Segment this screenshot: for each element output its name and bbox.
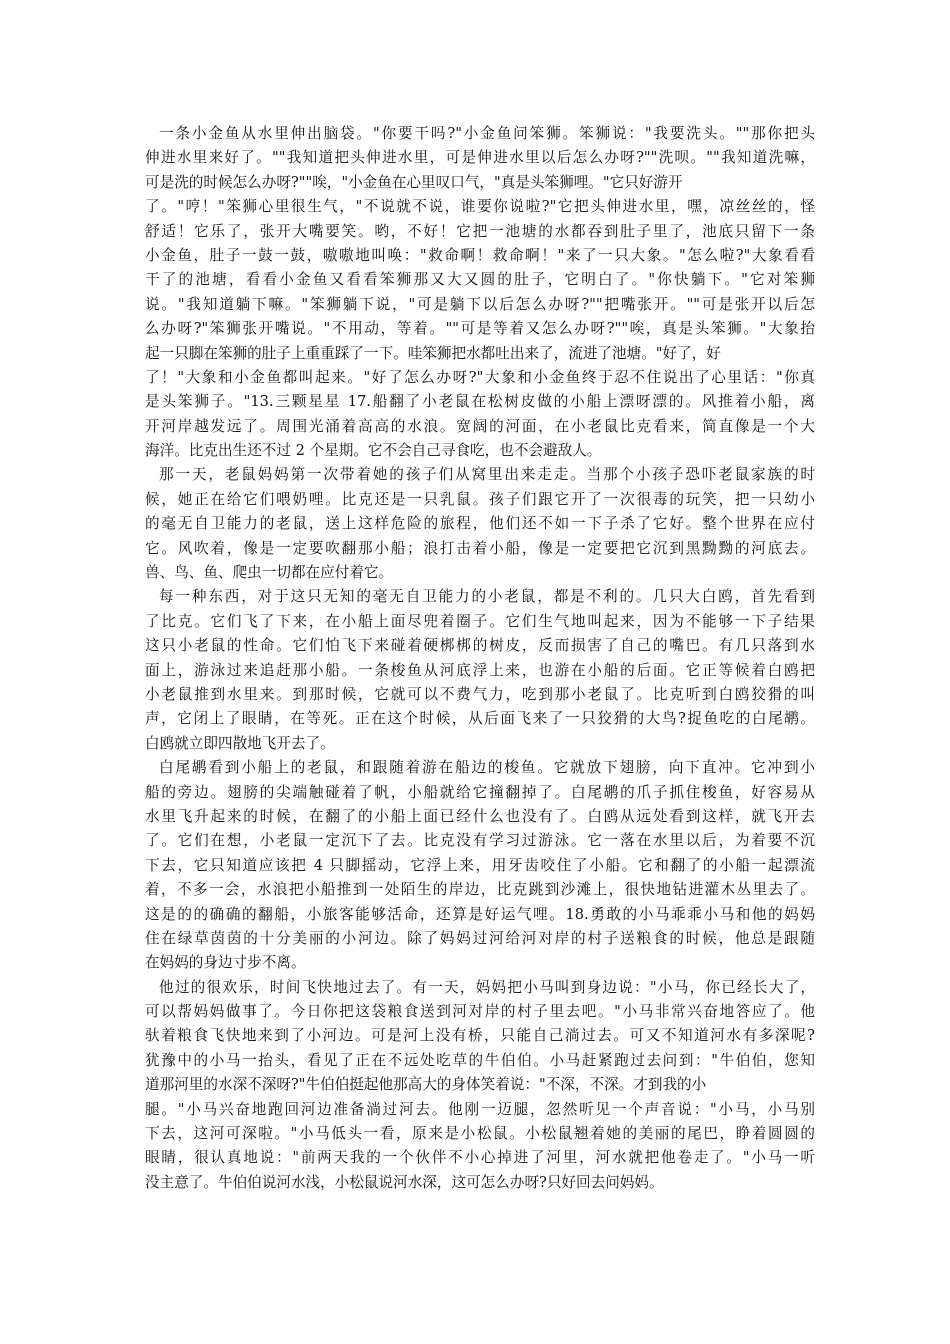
text-line: 候，她正在给它们喂奶哩。比克还是一只乳鼠。孩子们跟它开了一次很毒的玩笑，把一只幼小 — [145, 490, 815, 508]
text-line: 白鸥就立即四散地飞开去了。 — [145, 734, 335, 752]
text-line: 没主意了。牛伯伯说河水浅，小松鼠说河水深，这可怎么办呀?只好回去问妈妈。 — [145, 1173, 664, 1191]
text-line: 了。它们在想，小老鼠一定沉下了去。比克没有学习过游泳。它一落在水里以后，为着要不沉 — [145, 832, 815, 850]
text-line: 了！"大象和小金鱼都叫起来。"好了怎么办呀?"大象和小金鱼终于忍不住说出了心里话："你真 — [145, 368, 815, 386]
text-line: 面上，游泳过来追赶那小船。一条梭鱼从河底浮上来，也游在小船的后面。它正等候着白鸥把 — [145, 661, 815, 679]
text-line: 的毫无自卫能力的老鼠，送上这样危险的旅程，他们还不如一下子杀了它好。整个世界在应付 — [145, 515, 815, 533]
text-line: 是头笨狮子。"13.三颗星星 17.船翻了小老鼠在松树皮做的小船上漂呀漂的。风推着小船，离 — [145, 393, 815, 411]
text-line: 住在绿草茵茵的十分美丽的小河边。除了妈妈过河给河对岸的村子送粮食的时候，他总是跟随 — [145, 929, 815, 947]
text-line: 眼睛，很认真地说："前两天我的一个伙伴不小心掉进了河里，河水就把他卷走了。"小马一听 — [145, 1149, 815, 1167]
text-line: 了比克。它们飞了下来，在小船上面尽兜着圈子。它们生气地叫起来，因为不能够一下子结果 — [145, 612, 815, 630]
text-line: 可以帮妈妈做事了。今日你把这袋粮食送到河对岸的村子里去吧。"小马非常兴奋地答应了。他 — [145, 1003, 815, 1021]
text-line: 海洋。比克出生还不过 2 个星期。它不会自己寻食吃，也不会避敌人。 — [145, 442, 602, 460]
text-line: 了。"哼！"笨狮心里很生气，"不说就不说，谁要你说啦?"它把头伸进水里，嘿，凉丝丝的，怪 — [145, 198, 815, 216]
text-line: 下去，它只知道应该把 4 只脚摇动，它浮上来，用牙齿咬住了小船。它和翻了的小船一起漂流 — [145, 856, 815, 874]
text-line: 每一种东西，对于这只无知的毫无自卫能力的小老鼠，都是不利的。几只大白鸥，首先看到 — [159, 588, 815, 606]
body-text — [145, 122, 815, 1195]
text-line: 白尾鹕看到小船上的老鼠，和跟随着游在船边的梭鱼。它就放下翅膀，向下直冲。它冲到小 — [159, 759, 815, 777]
text-line: 舒适！它乐了，张开大嘴要笑。哟，不好！它把一池塘的水都吞到肚子里了，池底只留下一条 — [145, 222, 815, 240]
text-line: 它。风吹着，像是一定要吹翻那小船；浪打击着小船，像是一定要把它沉到黑黝黝的河底去。 — [145, 539, 815, 557]
text-line: 么办呀?"笨狮张开嘴说。"不用动，等着。""可是等着又怎么办呀?""唉，真是头笨狮。"大象抬 — [145, 320, 815, 338]
text-line: 说。"我知道躺下嘛。"笨狮躺下说，"可是躺下以后怎么办呀?""把嘴张开。""可是张开以后怎 — [145, 295, 815, 313]
text-line: 这是的的确确的翻船，小旅客能够活命，还算是好运气哩。18.勇敢的小马乖乖小马和他的妈妈 — [145, 905, 815, 923]
text-line: 这只小老鼠的性命。它们怕飞下来碰着硬梆梆的树皮，反而损害了自己的嘴巴。有几只落到水 — [145, 637, 815, 655]
text-line: 那一天，老鼠妈妈第一次带着她的孩子们从窝里出来走走。当那个小孩子恐吓老鼠家族的时 — [159, 466, 815, 484]
text-line: 起一只脚在笨狮的肚子上重重踩了一下。哇笨狮把水都吐出来了，流进了池塘。"好了，好 — [145, 344, 721, 362]
text-line: 腿。"小马兴奋地跑回河边准备淌过河去。他刚一迈腿，忽然听见一个声音说："小马，小马别 — [145, 1100, 815, 1118]
text-line: 开河岸越发远了。周围光涌着高高的水浪。宽阔的河面，在小老鼠比克看来，简直像是一个大 — [145, 417, 815, 435]
text-line: 声，它闭上了眼睛，在等死。正在这个时候，从后面飞来了一只狡猾的大鸟?捉鱼吃的白尾鹕。 — [145, 710, 815, 728]
text-line: 小老鼠推到水里来。到那时候，它就可以不费气力，吃到那小老鼠了。比克听到白鸥狡猾的叫 — [145, 685, 815, 703]
text-line: 可是洗的时候怎么办呀?""唉，"小金鱼在心里叹口气，"真是头笨狮哩。"它只好游开 — [145, 173, 683, 191]
text-line: 驮着粮食飞快地来到了小河边。可是河上没有桥，只能自己淌过去。可又不知道河水有多深呢? — [145, 1027, 815, 1045]
text-line: 小金鱼，肚子一鼓一鼓，嗷嗷地叫唤："救命啊！救命啊！"来了一只大象。"怎么啦?"大象看看 — [145, 246, 815, 264]
text-line: 水里飞升起来的时候，在翻了的小船上面已经什么也没有了。白鸥从远处看到这样，就飞开去 — [145, 807, 815, 825]
text-line: 在妈妈的身边寸步不离。 — [145, 954, 306, 972]
text-line: 犹豫中的小马一抬头，看见了正在不远处吃草的牛伯伯。小马赶紧跑过去问到："牛伯伯，您知 — [145, 1051, 815, 1069]
text-line: 兽、鸟、鱼、爬虫一切都在应付着它。 — [145, 564, 394, 582]
text-line: 一条小金鱼从水里伸出脑袋。"你要干吗?"小金鱼问笨狮。笨狮说："我要洗头。""那你把头 — [159, 125, 815, 142]
text-line: 他过的很欢乐，时间飞快地过去了。有一天，妈妈把小马叫到身边说："小马，你已经长大了， — [159, 978, 815, 996]
text-line: 道那河里的水深不深呀?"牛伯伯挺起他那高大的身体笑着说："不深，不深。才到我的小 — [145, 1076, 707, 1094]
text-line: 干了的池塘，看看小金鱼又看看笨狮那又大又圆的肚子，它明白了。"你快躺下。"它对笨狮 — [145, 271, 815, 289]
text-line: 船的旁边。翅膀的尖端触碰着了帆，小船就给它撞翻掉了。白尾鹕的爪子抓住梭鱼，好容易从 — [145, 783, 815, 801]
text-line: 着，不多一会，水浪把小船推到一处陌生的岸边，比克跳到沙滩上，很快地钻进灌木丛里去了。 — [145, 881, 815, 899]
text-line: 伸进水里来好了。""我知道把头伸进水里，可是伸进水里以后怎么办呀?""洗呗。""我知道洗嘛， — [145, 149, 815, 167]
text-line: 下去，这河可深啦。"小马低头一看，原来是小松鼠。小松鼠翘着她的美丽的尾巴，睁着圆圆的 — [145, 1125, 815, 1143]
